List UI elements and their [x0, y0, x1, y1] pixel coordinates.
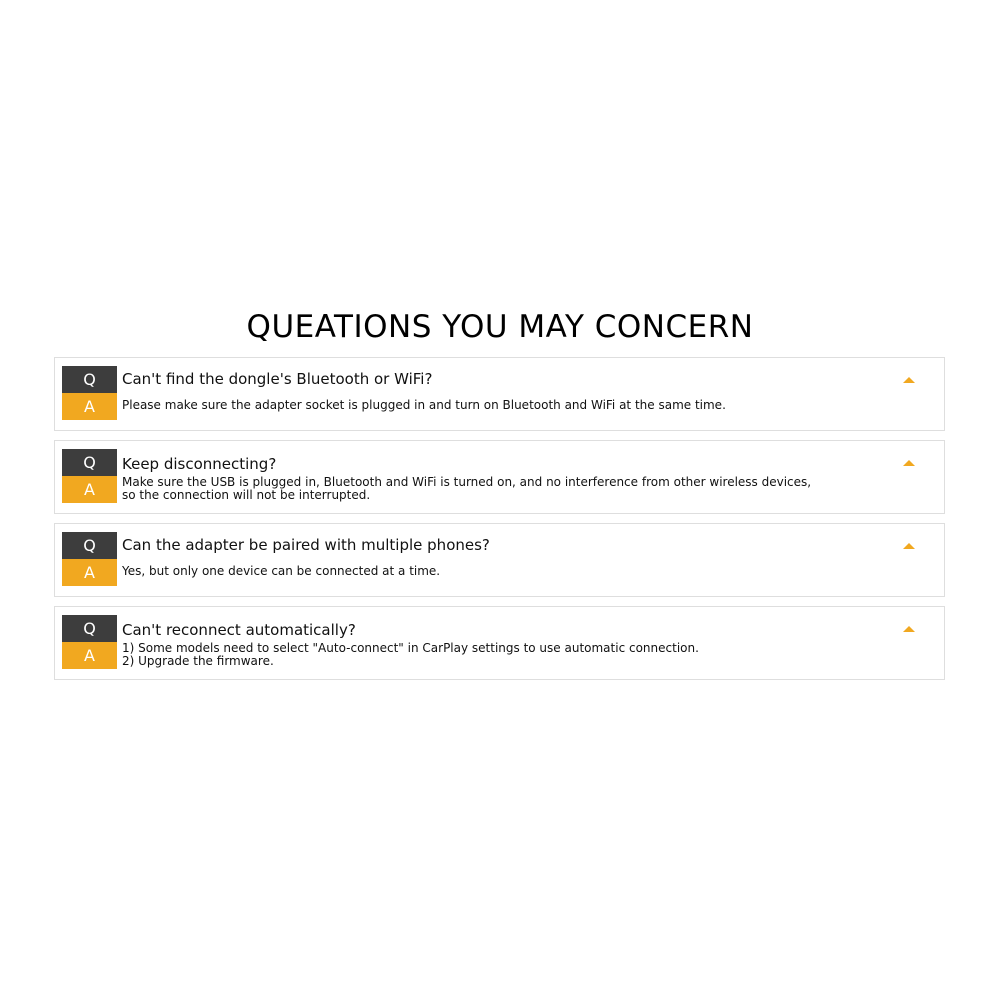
answer-badge: A — [62, 476, 117, 503]
question-badge: Q — [62, 532, 117, 559]
faq-item[interactable] — [54, 440, 945, 514]
question-badge: Q — [62, 449, 117, 476]
faq-answer: 1) Some models need to select "Auto-connect" in CarPlay settings to use automatic connection. 2) Upgrade the firmware. — [122, 641, 699, 668]
faq-item[interactable] — [54, 523, 945, 597]
question-badge: Q — [62, 615, 117, 642]
chevron-up-icon[interactable] — [902, 624, 916, 634]
faq-item[interactable] — [54, 606, 945, 680]
question-badge: Q — [62, 366, 117, 393]
answer-badge: A — [62, 559, 117, 586]
faq-answer: Make sure the USB is plugged in, Bluetooth and WiFi is turned on, and no interference from other wireless devices, so the connection will not be interrupted. — [122, 475, 812, 502]
answer-badge: A — [62, 642, 117, 669]
faq-answer: Yes, but only one device can be connected at a time. — [122, 564, 441, 578]
faq-question[interactable]: Keep disconnecting? — [122, 455, 277, 473]
page-title: QUEATIONS YOU MAY CONCERN — [246, 309, 754, 345]
faq-item[interactable] — [54, 357, 945, 431]
faq-list — [54, 357, 945, 689]
faq-question[interactable]: Can't find the dongle's Bluetooth or WiFi? — [122, 370, 433, 388]
chevron-up-icon[interactable] — [902, 458, 916, 468]
faq-answer: Please make sure the adapter socket is plugged in and turn on Bluetooth and WiFi at the same time. — [122, 398, 726, 412]
answer-badge: A — [62, 393, 117, 420]
chevron-up-icon[interactable] — [902, 541, 916, 551]
chevron-up-icon[interactable] — [902, 375, 916, 385]
faq-question[interactable]: Can't reconnect automatically? — [122, 621, 356, 639]
faq-question[interactable]: Can the adapter be paired with multiple phones? — [122, 536, 490, 554]
